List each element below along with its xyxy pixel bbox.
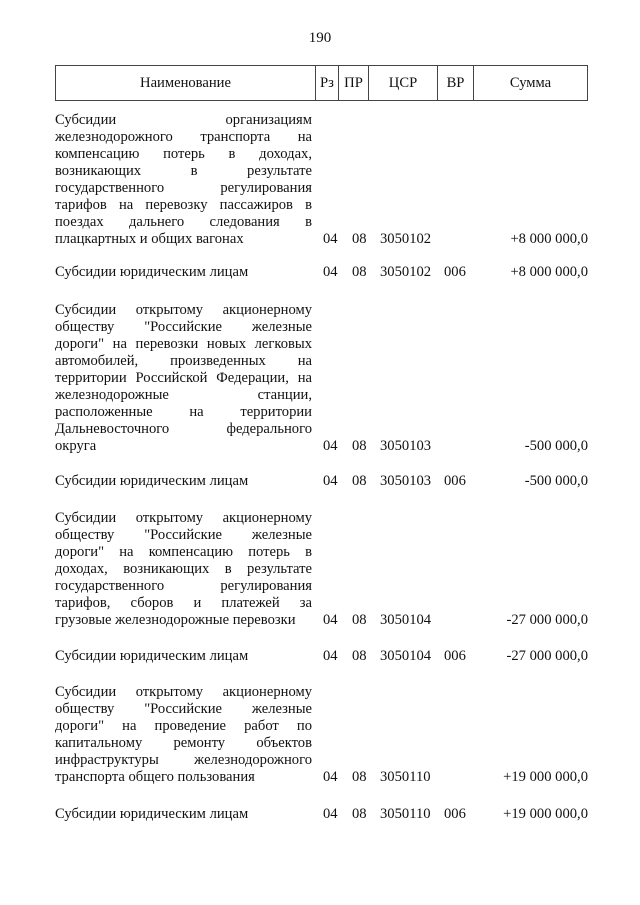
name-line: плацкартных и общих вагонах [55,231,244,247]
row-sum: -500 000,0 [524,438,588,454]
row-pr: 08 [352,806,367,822]
row-rz: 04 [323,473,338,489]
name-line: тарифов на перевозку пассажиров в [55,197,312,213]
row-sum: +8 000 000,0 [510,264,588,280]
header-pr: ПР [339,66,369,100]
name-line: государственного регулирования [55,578,312,594]
row-name [55,806,312,823]
name-line: Субсидии юридическим лицам [55,264,249,280]
row-name [55,112,312,248]
row-sum: -500 000,0 [524,473,588,489]
name-line: Субсидии открытому акционерному [55,302,312,318]
name-line: Субсидии юридическим лицам [55,648,249,664]
name-line: возникающих в результате [55,163,312,179]
row-rz: 04 [323,231,338,247]
name-line: обществу "Российские железные [55,527,312,543]
name-line: Дальневосточного федерального [55,421,312,437]
row-name [55,302,312,455]
row-sum: +19 000 000,0 [503,806,588,822]
name-line: инфраструктуры железнодорожного [55,752,312,768]
row-csr: 3050103 [380,473,432,489]
name-line: Субсидии юридическим лицам [55,473,249,489]
header-vr: ВР [438,66,474,100]
name-line: обществу "Российские железные [55,701,312,717]
name-line: Субсидии открытому акционерному [55,510,312,526]
table-header [55,65,588,101]
row-name [55,264,312,281]
name-line: дороги" на перевозки новых легковых [55,336,312,352]
row-rz: 04 [323,612,338,628]
table-row [55,648,588,665]
row-pr: 08 [352,612,367,628]
name-line: автомобилей, произведенных на [55,353,312,369]
name-line: дороги" на компенсацию потерь в [55,544,312,560]
row-csr: 3050103 [380,438,432,454]
header-name: Наименование [56,66,316,100]
row-pr: 08 [352,648,367,664]
row-sum: -27 000 000,0 [506,612,588,628]
row-rz: 04 [323,806,338,822]
page-number: 190 [308,30,332,46]
name-line: поездах дальнего следования в [55,214,312,230]
name-line: государственного регулирования [55,180,312,196]
name-line: железнодорожные станции, [55,387,312,403]
header-csr: ЦСР [369,66,438,100]
row-vr: 006 [444,264,466,280]
name-line: Субсидии организациям [55,112,312,128]
table-row [55,806,588,823]
row-vr: 006 [444,473,466,489]
name-line: грузовые железнодорожные перевозки [55,612,296,628]
header-rz: Рз [316,66,339,100]
table-row [55,684,588,786]
row-sum: -27 000 000,0 [506,648,588,664]
row-pr: 08 [352,769,367,785]
row-sum: +19 000 000,0 [503,769,588,785]
row-pr: 08 [352,231,367,247]
row-csr: 3050110 [380,769,431,785]
header-sum: Сумма [509,74,552,91]
name-line: дороги" на проведение работ по [55,718,312,734]
name-line: Субсидии открытому акционерному [55,684,312,700]
row-vr: 006 [444,648,466,664]
row-csr: 3050102 [380,264,432,280]
row-sum: +8 000 000,0 [510,231,588,247]
row-name [55,510,312,629]
row-rz: 04 [323,769,338,785]
name-line: территории Российской Федерации, на [55,370,312,386]
name-line: обществу "Российские железные [55,319,312,335]
row-name [55,648,312,665]
row-csr: 3050102 [380,231,432,247]
row-rz: 04 [323,264,338,280]
name-line: компенсацию потерь в доходах, [55,146,312,162]
row-pr: 08 [352,264,367,280]
name-line: округа [55,438,97,454]
table-row [55,112,588,248]
table-row [55,510,588,629]
row-name [55,684,312,786]
row-rz: 04 [323,438,338,454]
name-line: Субсидии юридическим лицам [55,806,249,822]
row-csr: 3050110 [380,806,431,822]
row-name [55,473,312,490]
row-rz: 04 [323,648,338,664]
name-line: капитальному ремонту объектов [55,735,312,751]
name-line: тарифов, сборов и платежей за [55,595,312,611]
row-vr: 006 [444,806,466,822]
row-csr: 3050104 [380,612,432,628]
name-line: транспорта общего пользования [55,769,255,785]
row-pr: 08 [352,473,367,489]
table-row [55,473,588,490]
row-csr: 3050104 [380,648,432,664]
table-row [55,264,588,281]
name-line: доходах, возникающих в результате [55,561,312,577]
name-line: железнодорожного транспорта на [55,129,312,145]
name-line: расположенные на территории [55,404,312,420]
table-row [55,302,588,455]
row-pr: 08 [352,438,367,454]
